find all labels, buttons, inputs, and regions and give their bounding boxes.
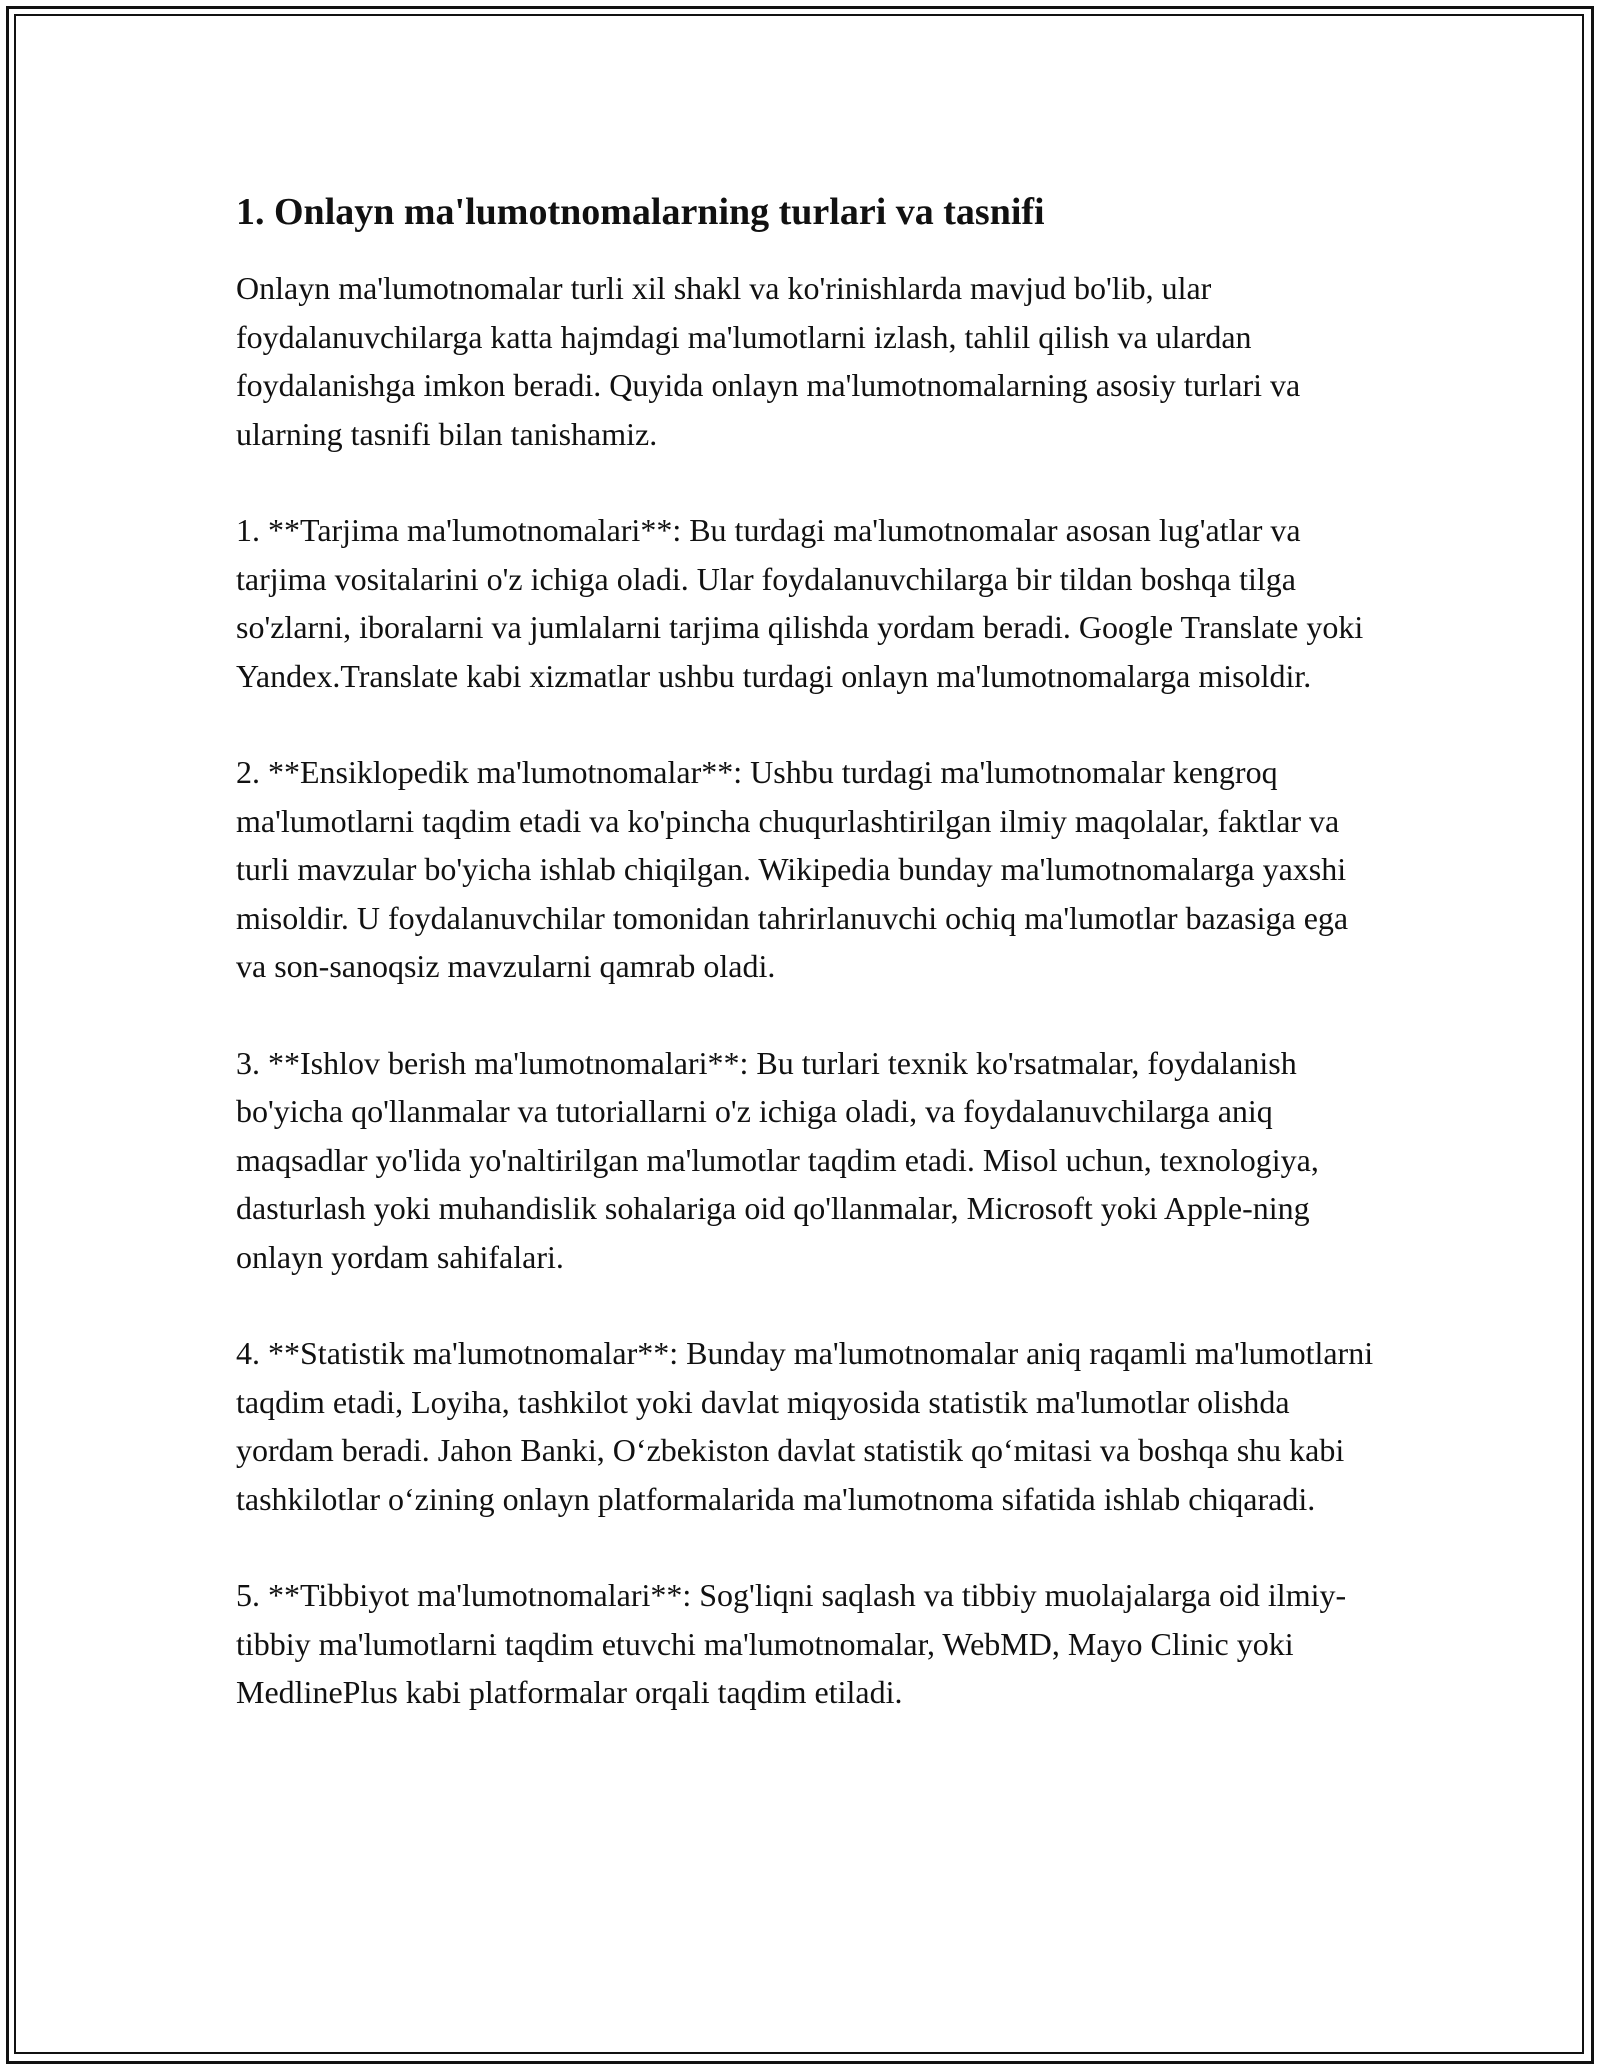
paragraph-translation-references: 1. **Tarjima ma'lumotnomalari**: Bu turdagi ma'lumotnomalar asosan lug'atlar va tarjima vositalarini o'z ichiga oladi. Ular foydalanuvchilarga bir tildan boshqa tilga so'zlarni, iboralarni va jumlalarni tarjima qilishda yordam beradi. Google Translate yoki Yandex.Translate kabi xizmatlar ushbu turdagi onlayn ma'lumotnomalarga misoldir. [236,512,1364,694]
section-heading: 1. Onlayn ma'lumotnomalarning turlari va tasnifi [236,191,1045,233]
paragraph-statistical-references: 4. **Statistik ma'lumotnomalar**: Bunday ma'lumotnomalar aniq raqamli ma'lumotlarni taqdim etadi, Loyiha, tashkilot yoki davlat miqyosida statistik ma'lumotlar olishda yordam beradi. Jahon Banki, O‘zbekiston davlat statistik qo‘mitasi va boshqa shu kabi tashkilotlar o‘zining onlayn platformalarida ma'lumotnoma sifatida ishlab chiqaradi. [236,1335,1374,1517]
paragraph-medical-references: 5. **Tibbiyot ma'lumotnomalari**: Sog'liqni saqlash va tibbiy muolajalarga oid ilmiy-tibbiy ma'lumotlarni taqdim etuvchi ma'lumotnomalar, WebMD, Mayo Clinic yoki MedlinePlus kabi platformalar orqali taqdim etiladi. [236,1577,1347,1710]
paragraph-encyclopedic-references: 2. **Ensiklopedik ma'lumotnomalar**: Ushbu turdagi ma'lumotnomalar kengroq ma'lumotlarni taqdim etadi va ko'pincha chuqurlashtirilgan ilmiy maqolalar, faktlar va turli mavzular bo'yicha ishlab chiqilgan. Wikipedia bunday ma'lumotnomalarga yaxshi misoldir. U foydalanuvchilar tomonidan tahrirlanuvchi ochiq ma'lumotlar bazasiga ega va son-sanoqsiz mavzularni qamrab oladi. [236,754,1349,984]
document-body [236,188,1376,1717]
intro-paragraph: Onlayn ma'lumotnomalar turli xil shakl va ko'rinishlarda mavjud bo'lib, ular foydalanuvchilarga katta hajmdagi ma'lumotlarni izlash, tahlil qilish va ulardan foydalanishga imkon beradi. Quyida onlayn ma'lumotnomalarning asosiy turlari va ularning tasnifi bilan tanishamiz. [236,270,1301,452]
paragraph-processing-references: 3. **Ishlov berish ma'lumotnomalari**: Bu turlari texnik ko'rsatmalar, foydalanish bo'yicha qo'llanmalar va tutoriallarni o'z ichiga oladi, va foydalanuvchilarga aniq maqsadlar yo'lida yo'naltirilgan ma'lumotlar taqdim etadi. Misol uchun, texnologiya, dasturlash yoki muhandislik sohalariga oid qo'llanmalar, Microsoft yoki Apple-ning onlayn yordam sahifalari. [236,1044,1319,1275]
